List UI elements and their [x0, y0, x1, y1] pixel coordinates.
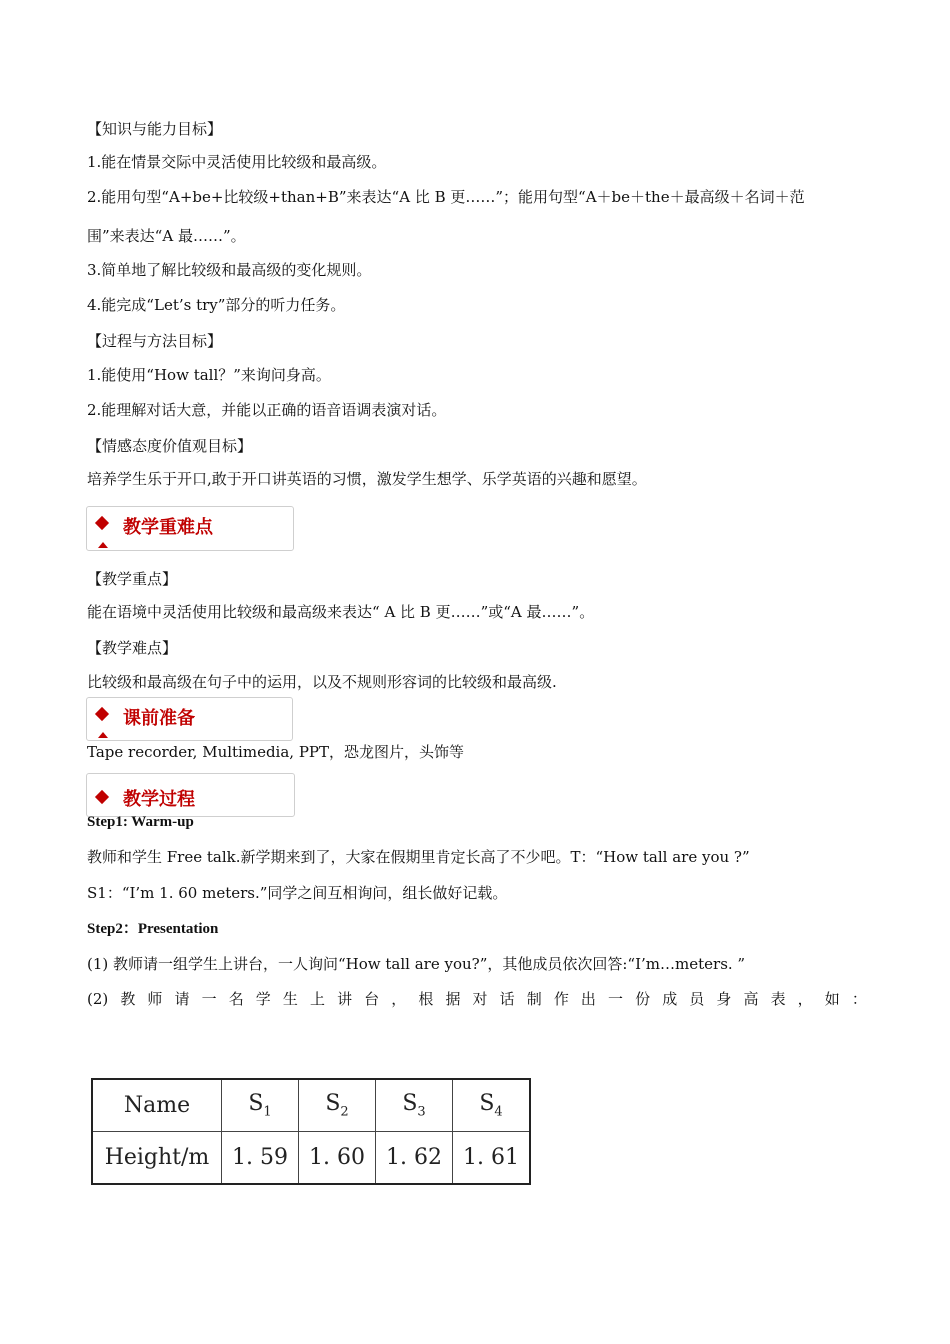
diamond-icon	[95, 707, 109, 721]
focus-text: 能在语境中灵活使用比较级和最高级来表达“ A 比 B 更……”或“A 最……”。	[87, 603, 595, 621]
triangle-icon	[98, 542, 108, 548]
height-table	[91, 1078, 531, 1185]
focus-header: 【教学重点】	[87, 570, 178, 588]
step2-line-2-token: 名	[228, 990, 244, 1008]
table-data-row	[92, 1132, 530, 1185]
step2-line-2-token: 员	[689, 990, 705, 1008]
section-title: 教学重难点	[123, 517, 213, 538]
step2-line-2-token: 份	[635, 990, 651, 1008]
triangle-icon	[98, 732, 108, 738]
step2-line-2-token: 高	[743, 990, 759, 1008]
step2-line-2-token: 学	[255, 990, 271, 1008]
step2-line-2-token: 对	[472, 990, 488, 1008]
section-box-key-difficult	[86, 506, 294, 551]
emotion-header: 【情感态度价值观目标】	[87, 437, 253, 455]
step2-line-2-token: 教	[120, 990, 136, 1008]
emotion-item-1: 培养学生乐于开口,敢于开口讲英语的习惯，激发学生想学、乐学英语的兴趣和愿望。	[87, 470, 647, 488]
step2-line-2-token: 上	[309, 990, 325, 1008]
process-header: 【过程与方法目标】	[87, 332, 223, 350]
knowledge-item-2b: 围”来表达“A 最……”。	[87, 227, 246, 245]
step1-line-2: S1：“I’m 1. 60 meters.”同学之间互相询问，组长做好记载。	[87, 884, 508, 902]
difficult-text: 比较级和最高级在句子中的运用，以及不规则形容词的比较级和最高级.	[87, 673, 557, 691]
section-title: 课前准备	[123, 708, 195, 729]
knowledge-item-2a: 2.能用句型“A+be+比较级+than+B”来表达“A 比 B 更……”；能用句型“A＋be＋the＋最高级＋名词＋范	[87, 188, 805, 206]
step2-line-2-token: 一	[201, 990, 217, 1008]
step2-line-2-token: 根	[418, 990, 434, 1008]
knowledge-item-3: 3.简单地了解比较级和最高级的变化规则。	[87, 261, 372, 279]
step2-line-2-token: 请	[174, 990, 190, 1008]
step2-line-2-token: 出	[580, 990, 596, 1008]
table-cell-student: $S_4$	[453, 1079, 531, 1132]
table-cell-height-label: Height/m	[92, 1132, 222, 1185]
step2-line-2-token: ，	[391, 990, 407, 1008]
table-cell-student: $S_1$	[222, 1079, 299, 1132]
diamond-icon	[95, 790, 109, 804]
step2-line-2-token: 讲	[337, 990, 353, 1008]
section-box-procedure	[86, 773, 295, 817]
table-cell-height: 1. 60	[299, 1132, 376, 1185]
diamond-icon	[95, 516, 109, 530]
step2-line-2-token: (2)	[87, 990, 109, 1008]
step2-line-2-token: 生	[282, 990, 298, 1008]
table-cell-height: 1. 61	[453, 1132, 531, 1185]
step2-line-2-token: 作	[553, 990, 569, 1008]
preparation-text: Tape recorder, Multimedia, PPT，恐龙图片，头饰等	[87, 743, 465, 761]
step2-line-2-token: ：	[851, 990, 867, 1008]
table-cell-name-label: Name	[92, 1079, 222, 1132]
process-item-2: 2.能理解对话大意，并能以正确的语音语调表演对话。	[87, 401, 447, 419]
step2-line-2-token: 如	[824, 990, 840, 1008]
step1-title: Step1: Warm-up	[87, 814, 194, 830]
table-cell-student: $S_3$	[376, 1079, 453, 1132]
step2-line-1: (1) 教师请一组学生上讲台，一人询问“How tall are you?”，其他成员依次回答:“I’m…meters. ”	[87, 955, 746, 973]
step2-line-2-token: 台	[364, 990, 380, 1008]
section-title: 教学过程	[123, 789, 195, 810]
table-cell-height: 1. 59	[222, 1132, 299, 1185]
knowledge-item-4: 4.能完成“Let’s try”部分的听力任务。	[87, 296, 346, 314]
step2-title: Step2：Presentation	[87, 921, 219, 937]
step1-line-1: 教师和学生 Free talk.新学期来到了，大家在假期里肯定长高了不少吧。T：“How tall are you ?”	[87, 848, 750, 866]
step2-line-2-token: 制	[526, 990, 542, 1008]
step2-line-2-token: 表	[770, 990, 786, 1008]
step2-line-2-token: 师	[147, 990, 163, 1008]
section-box-preparation	[86, 697, 293, 741]
step2-line-2-token: 身	[716, 990, 732, 1008]
step2-line-2-token: 一	[608, 990, 624, 1008]
table-cell-student: $S_2$	[299, 1079, 376, 1132]
process-item-1: 1.能使用“How tall？”来询问身高。	[87, 366, 331, 384]
step2-line-2-token: ，	[797, 990, 813, 1008]
difficult-header: 【教学难点】	[87, 639, 178, 657]
table-cell-height: 1. 62	[376, 1132, 453, 1185]
step2-line-2	[87, 989, 867, 1009]
knowledge-header: 【知识与能力目标】	[87, 120, 223, 138]
step2-line-2-token: 话	[499, 990, 515, 1008]
table-header-row	[92, 1079, 530, 1132]
knowledge-item-1: 1.能在情景交际中灵活使用比较级和最高级。	[87, 153, 387, 171]
step2-line-2-token: 成	[662, 990, 678, 1008]
step2-line-2-token: 据	[445, 990, 461, 1008]
